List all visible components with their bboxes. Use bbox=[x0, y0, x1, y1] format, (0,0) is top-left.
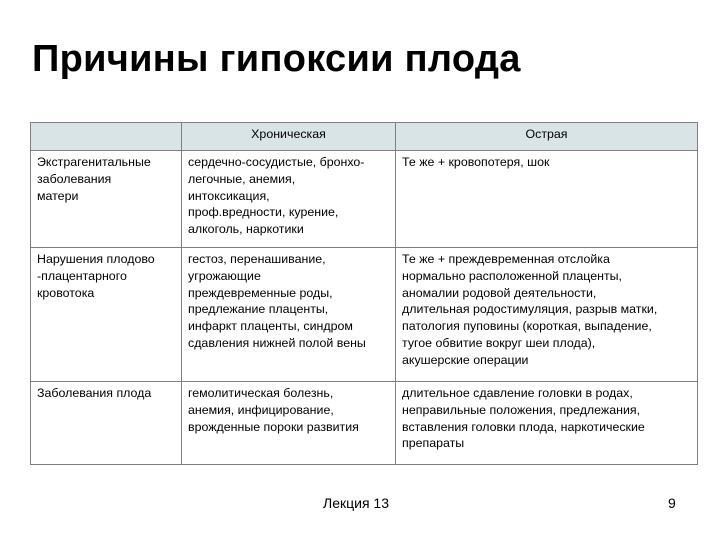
slide-title: Причины гипоксии плода bbox=[32, 38, 521, 80]
table-row bbox=[31, 248, 698, 382]
acute-cell: Те же + кровопотеря, шок bbox=[396, 151, 698, 248]
cause-cell: Экстрагенитальные заболевания матери bbox=[31, 151, 182, 248]
acute-cell: Те же + преждевременная отслойка нормально расположенной плаценты, аномалии родовой деятельности, длительная родостимуляция, разрыв матки, патология пуповины (короткая, выпадение, тугое обвитие вокруг шеи плода), акушерские операции bbox=[396, 248, 698, 382]
chronic-cell: сердечно-сосудистые, бронхо- легочные, анемия, интоксикация, проф.вредности, курение, алкоголь, наркотики bbox=[182, 151, 396, 248]
header-empty-cell bbox=[31, 123, 182, 151]
cause-cell: Нарушения плодово -плацентарного кровотока bbox=[31, 248, 182, 382]
footer-lecture-label: Лекция 13 bbox=[323, 495, 389, 511]
header-acute: Острая bbox=[396, 123, 698, 151]
hypoxia-causes-table bbox=[30, 122, 698, 465]
page-number: 9 bbox=[668, 495, 676, 511]
cause-cell: Заболевания плода bbox=[31, 382, 182, 465]
header-chronic: Хроническая bbox=[182, 123, 396, 151]
table-header-row bbox=[31, 123, 698, 151]
table-row bbox=[31, 382, 698, 465]
chronic-cell: гемолитическая болезнь, анемия, инфицирование, врожденные пороки развития bbox=[182, 382, 396, 465]
acute-cell: длительное сдавление головки в родах, неправильные положения, предлежания, вставления головки плода, наркотические препараты bbox=[396, 382, 698, 465]
table-row bbox=[31, 151, 698, 248]
chronic-cell: гестоз, перенашивание, угрожающие преждевременные роды, предлежание плаценты, инфаркт плаценты, синдром сдавления нижней полой вены bbox=[182, 248, 396, 382]
